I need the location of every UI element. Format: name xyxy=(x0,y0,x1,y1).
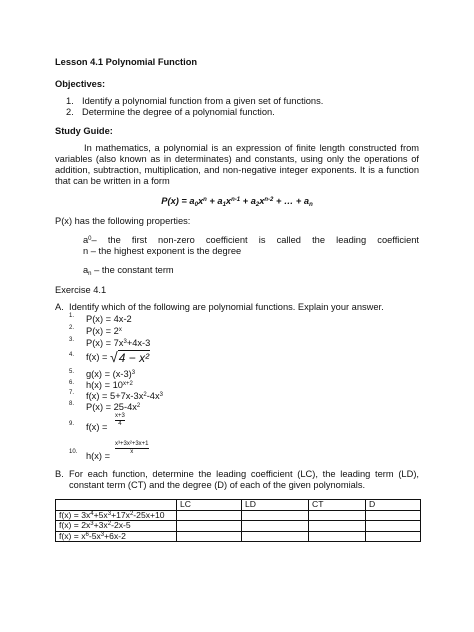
table-cell[interactable] xyxy=(177,521,242,532)
table-cell-function: $f(x) = 2x^3+3x^2-2x-5$ xyxy=(56,521,177,532)
item-1-expression: P(x) = 4x-2 xyxy=(86,314,132,324)
study-guide-paragraph: In mathematics, a polynomial is an expression of finite length constructed from variables (also known as in determinates) and constants, using only the operations of addition, subtraction, multiplication, and non-negative integer exponents. It is a function that can be written in a form xyxy=(55,143,419,186)
item-6-expression: $h(x) = 10^{x+2}$ xyxy=(86,380,133,390)
table-row xyxy=(56,510,421,521)
item-number: 2. xyxy=(69,325,75,331)
item-number: 7. xyxy=(69,390,75,396)
table-cell[interactable] xyxy=(242,510,309,521)
item-number: 8. xyxy=(69,401,75,407)
polynomial-table xyxy=(55,499,421,542)
square-root-symbol: √4 − x² xyxy=(110,349,150,366)
property-leading-coefficient: a $_0$ – the first non-zero coefficient is called the leading coefficient xyxy=(83,235,419,245)
item-7-expression: $f(x) = 5+7x-3x^2-4x^3$ xyxy=(86,391,163,401)
table-cell[interactable] xyxy=(366,521,421,532)
table-header-cell: LC xyxy=(177,500,242,511)
item-4-expression: f(x) = √4 − x² xyxy=(86,349,150,366)
item-number: 3. xyxy=(69,337,75,343)
part-b-instruction: For each function, determine the leading coefficient (LC), the leading term (LD), constant term (CT) and the degree (D) of each of the given polynomials. xyxy=(69,469,419,490)
part-a-instruction: Identify which of the following are polynomial functions. Explain your answer. xyxy=(69,302,384,312)
table-cell[interactable] xyxy=(309,531,366,542)
item-9-fraction: x+3 4 xyxy=(115,413,125,427)
table-cell[interactable] xyxy=(366,510,421,521)
item-10-fraction: x³+3x²+3x+1 x xyxy=(115,441,149,455)
item-number: 10. xyxy=(69,449,78,455)
property-degree: n – the highest exponent is the degree xyxy=(83,246,242,256)
objective-item-2: Determine the degree of a polynomial function. xyxy=(82,107,275,117)
table-header-cell: CT xyxy=(309,500,366,511)
objective-item-1: Identify a polynomial function from a given set of functions. xyxy=(82,96,324,106)
item-number: 5. xyxy=(69,369,75,375)
item-10-lhs: h(x) = xyxy=(86,451,111,461)
table-row xyxy=(56,531,421,542)
item-number: 4. xyxy=(69,352,75,358)
item-2-expression: $P(x) = 2^x$ xyxy=(86,326,122,336)
objectives-heading: Objectives: xyxy=(55,79,106,89)
table-row xyxy=(56,521,421,532)
table-header-cell xyxy=(56,500,177,511)
exercise-title: Exercise 4.1 xyxy=(55,285,107,295)
table-cell[interactable] xyxy=(242,531,309,542)
table-cell[interactable] xyxy=(309,521,366,532)
objective-number-1: 1. xyxy=(66,96,74,106)
item-number: 9. xyxy=(69,421,75,427)
property-constant-term: $a_n$ – the constant term xyxy=(83,265,174,277)
table-header-row xyxy=(56,500,421,511)
properties-intro: P(x) has the following properties: xyxy=(55,216,191,226)
table-cell[interactable] xyxy=(366,531,421,542)
item-8-expression: $P(x) = 25-4x^2$ xyxy=(86,402,141,412)
table-cell-function: $f(x) = 3x^4+5x^3+17x^2-25x+10$ xyxy=(56,510,177,521)
study-guide-heading: Study Guide: xyxy=(55,126,113,136)
table-cell[interactable] xyxy=(242,521,309,532)
part-b-letter: B. xyxy=(55,469,64,479)
item-number: 6. xyxy=(69,380,75,386)
item-9-lhs: f(x) = xyxy=(86,422,108,432)
table-cell-function: $f(x) = x^6-5x^3+6x-2$ xyxy=(56,531,177,542)
table-cell[interactable] xyxy=(177,531,242,542)
lesson-title: Lesson 4.1 Polynomial Function xyxy=(55,57,198,67)
item-number: 1. xyxy=(69,313,75,319)
item-3-expression: $P(x) = 7x^3+4x-3$ xyxy=(86,338,151,348)
objective-number-2: 2. xyxy=(66,107,74,117)
polynomial-formula: $P(x) = a_0x^n + a_1x^{n-1} + a_2x^{n-2}$ + … + $a_n$ xyxy=(161,196,313,208)
table-header-cell: LD xyxy=(242,500,309,511)
part-a-letter: A. xyxy=(55,302,64,312)
table-cell[interactable] xyxy=(309,510,366,521)
table-cell[interactable] xyxy=(177,510,242,521)
item-5-expression: $g(x) = (x-3)^3$ xyxy=(86,369,136,379)
table-header-cell: D xyxy=(366,500,421,511)
